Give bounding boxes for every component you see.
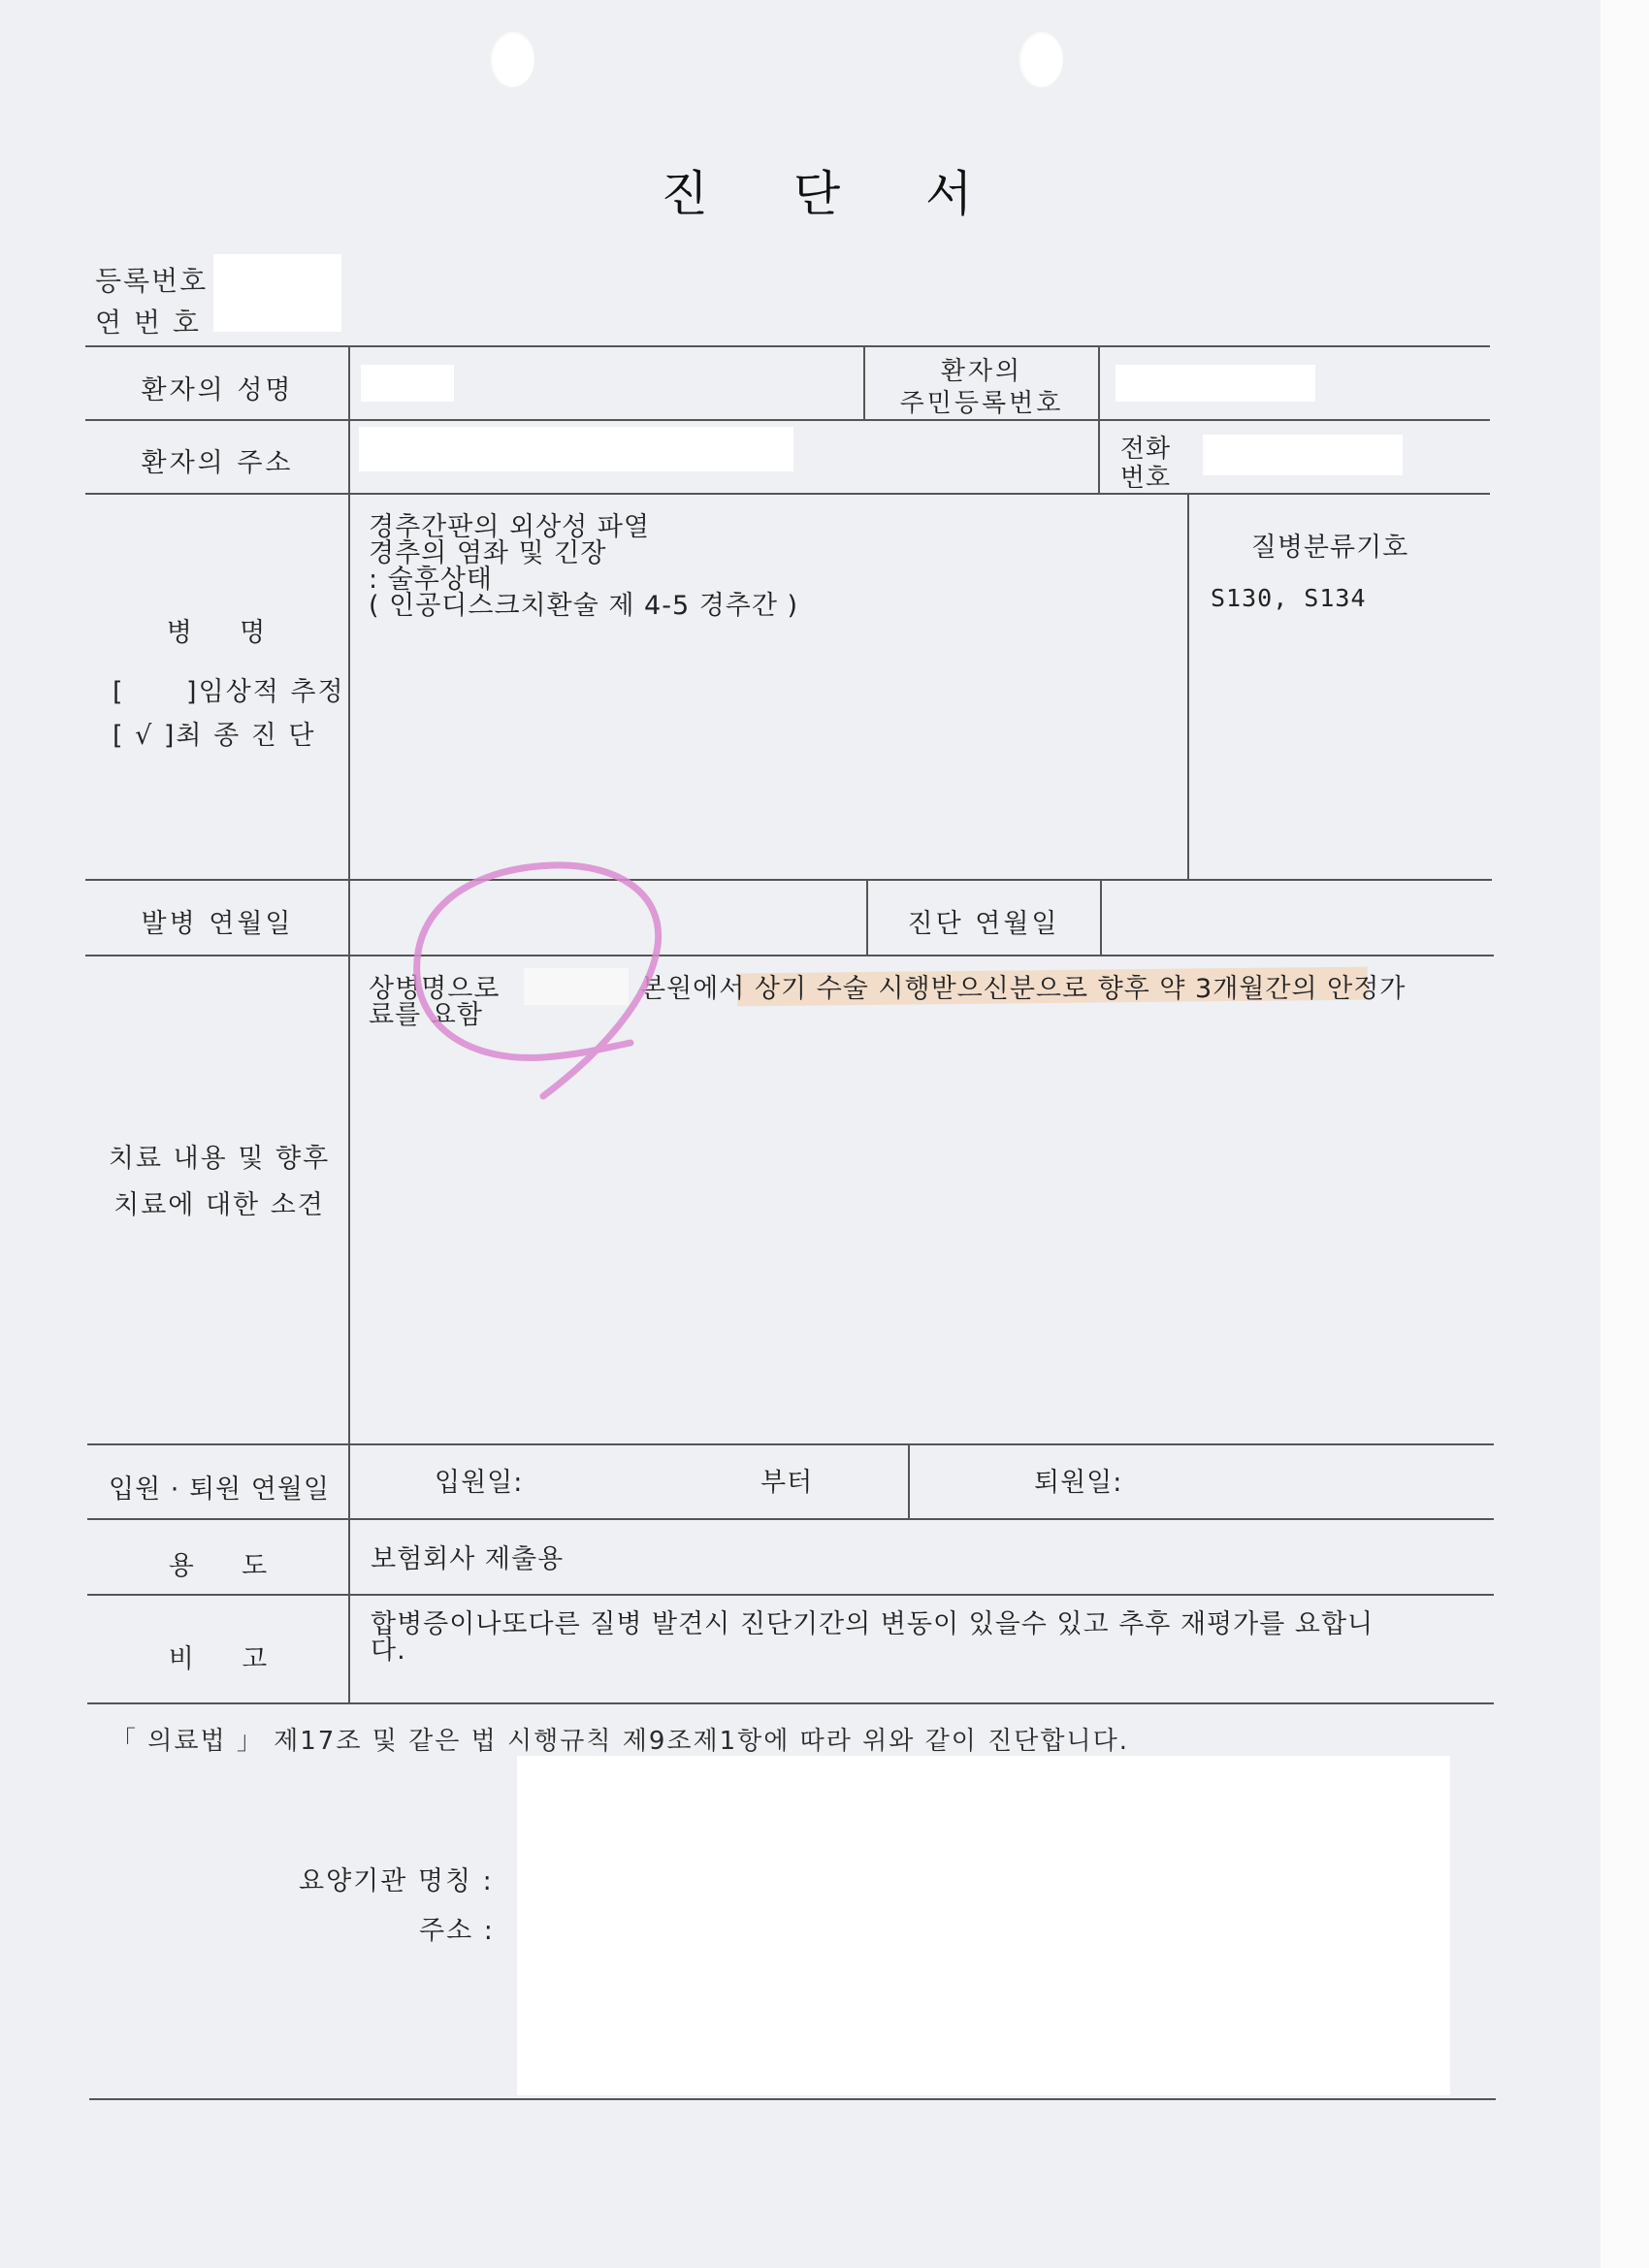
onset-date-label: 발병 연월일 (141, 909, 294, 939)
patient-phone-label-line1: 전화 (1119, 435, 1172, 464)
remarks-line-1: 합병증이나또다른 질병 발견시 진단기간의 변동이 있을수 있고 추후 재평가를 요합니 (371, 1609, 1374, 1639)
diagnosis-line-2: 경추의 염좌 및 긴장 (369, 538, 607, 568)
treatment-text-part2: 본원에서 상기 수술 시행받으신분으로 향후 약 3개월간의 안정가 (640, 974, 1406, 1004)
purpose-label: 용 도 (168, 1551, 271, 1581)
table-line (85, 345, 1490, 347)
patient-phone-label-line2: 번호 (1119, 464, 1172, 493)
table-line (85, 955, 1494, 956)
remarks-line-2: 다. (371, 1636, 406, 1666)
patient-rrn-redaction (1116, 365, 1315, 402)
table-line (87, 1702, 1494, 1704)
serial-number-label: 연 번 호 (95, 307, 201, 339)
table-line (87, 1594, 1494, 1596)
handwritten-circle-mark (398, 854, 669, 1106)
paper-edge (1600, 0, 1649, 2268)
punch-hole-right (1018, 31, 1063, 87)
disease-codes: S130, S134 (1211, 584, 1367, 612)
patient-rrn-label-line2: 주민등록번호 (899, 389, 1064, 418)
treatment-label-line1: 치료 내용 및 향후 (108, 1144, 331, 1174)
punch-hole-left (490, 31, 534, 87)
document-title: 진 단 서 (661, 166, 1008, 222)
remarks-label: 비 고 (168, 1644, 271, 1674)
admission-date-label: 입원일: (435, 1468, 524, 1498)
patient-name-redaction (361, 365, 454, 402)
table-line (85, 419, 1490, 421)
table-line (1100, 879, 1102, 955)
diagnosis-label: 병 명 (166, 618, 269, 648)
treatment-label-line2: 치료에 대한 소견 (113, 1190, 325, 1220)
legal-statement: 「 의료법 」 제17조 및 같은 법 시행규칙 제9조제1항에 따라 위와 같이 진단합니다. (111, 1727, 1129, 1756)
registration-redaction (213, 254, 341, 332)
purpose-value: 보험회사 제출용 (371, 1544, 565, 1574)
table-line (85, 493, 1490, 495)
patient-address-label: 환자의 주소 (141, 448, 294, 478)
patient-name-label: 환자의 성명 (141, 375, 294, 405)
patient-phone-redaction (1203, 435, 1403, 475)
table-line (87, 1443, 1494, 1445)
diagnosis-date-label: 진단 연월일 (907, 909, 1060, 939)
diagnosis-line-4: ( 인공디스크치환술 제 4-5 경추간 ) (369, 591, 799, 621)
institution-redaction (517, 1756, 1450, 2095)
institution-name-label: 요양기관 명칭 : (299, 1866, 494, 1896)
admission-from-label: 부터 (760, 1468, 814, 1498)
final-diagnosis-option: [ √ ]최 종 진 단 (113, 721, 316, 751)
institution-address-label: 주소 : (419, 1916, 495, 1946)
discharge-date-label: 퇴원일: (1034, 1468, 1123, 1498)
patient-address-redaction (359, 427, 793, 471)
clinical-estimate-option: [ ]임상적 추정 (113, 677, 345, 707)
disease-code-label: 질병분류기호 (1250, 533, 1409, 563)
table-line (908, 1443, 910, 1518)
treatment-text-part1: 상병명으로 (369, 974, 501, 1004)
diagnosis-line-1: 경추간판의 외상성 파열 (369, 512, 650, 542)
treatment-text-line2: 료를 요함 (369, 1000, 483, 1030)
table-line (85, 879, 1492, 881)
patient-rrn-label-line1: 환자의 (940, 357, 1023, 386)
diagnosis-line-3: : 술후상태 (369, 565, 494, 595)
registration-number-label: 등록번호 (95, 265, 209, 297)
table-line (89, 2098, 1496, 2100)
admission-discharge-label: 입원 · 퇴원 연월일 (109, 1474, 330, 1505)
table-line (87, 1518, 1494, 1520)
